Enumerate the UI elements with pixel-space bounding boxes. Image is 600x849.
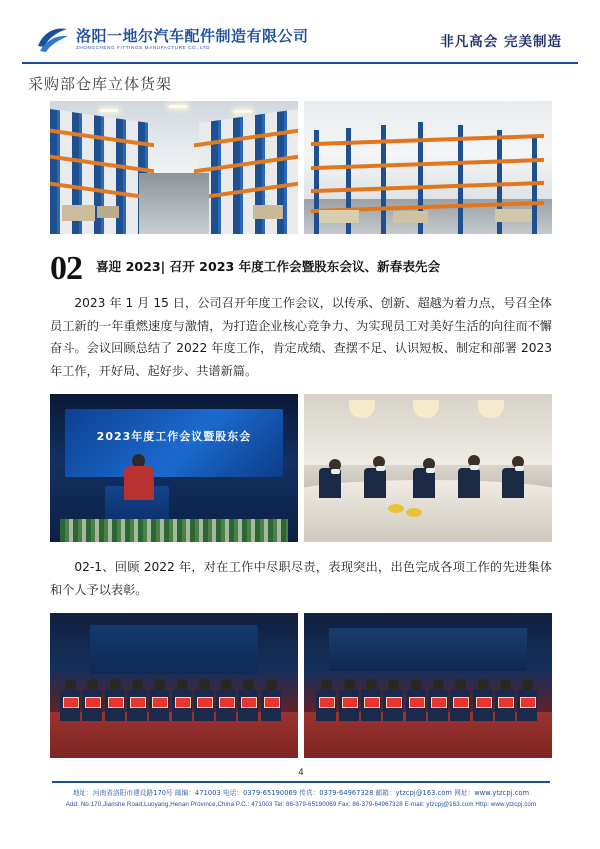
article-paragraph-2: 02-1、回顾 2022 年，对在工作中尽职尽责，表现突出，出色完成各项工作的先进集体和个人予以表彰。 <box>50 560 552 597</box>
award-ceremony-photo-left <box>50 613 298 758</box>
warehouse-racking-photo <box>304 101 552 234</box>
photo-row-awards <box>50 613 552 758</box>
article-header <box>50 250 552 286</box>
meeting-attendees-photo <box>304 394 552 542</box>
annual-meeting-stage-photo <box>50 394 298 542</box>
article-number: 02 <box>50 250 82 287</box>
section-title: 采购部仓库立体货架 <box>28 75 173 93</box>
page-footer <box>52 781 550 810</box>
company-name-en: ZHONGCHENG FITTINGS MANUFACTURE CO.,LTD <box>76 45 211 51</box>
footer-contact-en: Add: No.170,Jianshe Road,Luoyang,Henan Province,China P.C.: 471003 Tel: 86-379-65190069 Fax: 86-379-64967328 E-mail: ytzcpj@163.com Http: www.ytzcpj.com <box>65 800 537 808</box>
company-name-block <box>76 26 309 52</box>
award-ceremony-photo-right <box>304 613 552 758</box>
article-paragraph-1: 2023 年 1 月 15 日，公司召开年度工作会议，以传承、创新、超越为着力点，号召全体员工新的一年重燃速度与激情，为打造企业核心竞争力、为实现员工对美好生活的向往而不懈奋斗。会议回顾总结了 2022 年度工作，肯定成绩、查摆不足、认识短板、制定和部署 2023 年工作，开好局、起好步、共谱新篇。 <box>50 296 552 378</box>
content-area <box>22 101 578 810</box>
warehouse-aisle-photo <box>50 101 298 234</box>
company-logo-icon <box>36 25 70 55</box>
page-number: 4 <box>298 768 304 779</box>
page-content <box>22 18 578 831</box>
photo-row-warehouse <box>50 101 552 234</box>
stage-screen-text: 2023年度工作会议暨股东会 <box>96 430 252 444</box>
company-name-cn: 洛阳一地尔汽车配件制造有限公司 <box>76 26 309 45</box>
article-headline: 喜迎 2023| 召开 2023 年度工作会暨股东会议、新春表先会 <box>96 259 441 274</box>
header-slogan: 非凡高会 完美制造 <box>440 34 562 50</box>
photo-row-conference <box>50 394 552 542</box>
page-header <box>22 18 578 64</box>
footer-contact-cn: 地址：河南省洛阳市建设路170号 邮编：471003 电话：0379-65190069 传真：0379-64967328 邮箱：ytzcpj@163.com 网址：www.ytzcpj.com <box>72 789 530 798</box>
